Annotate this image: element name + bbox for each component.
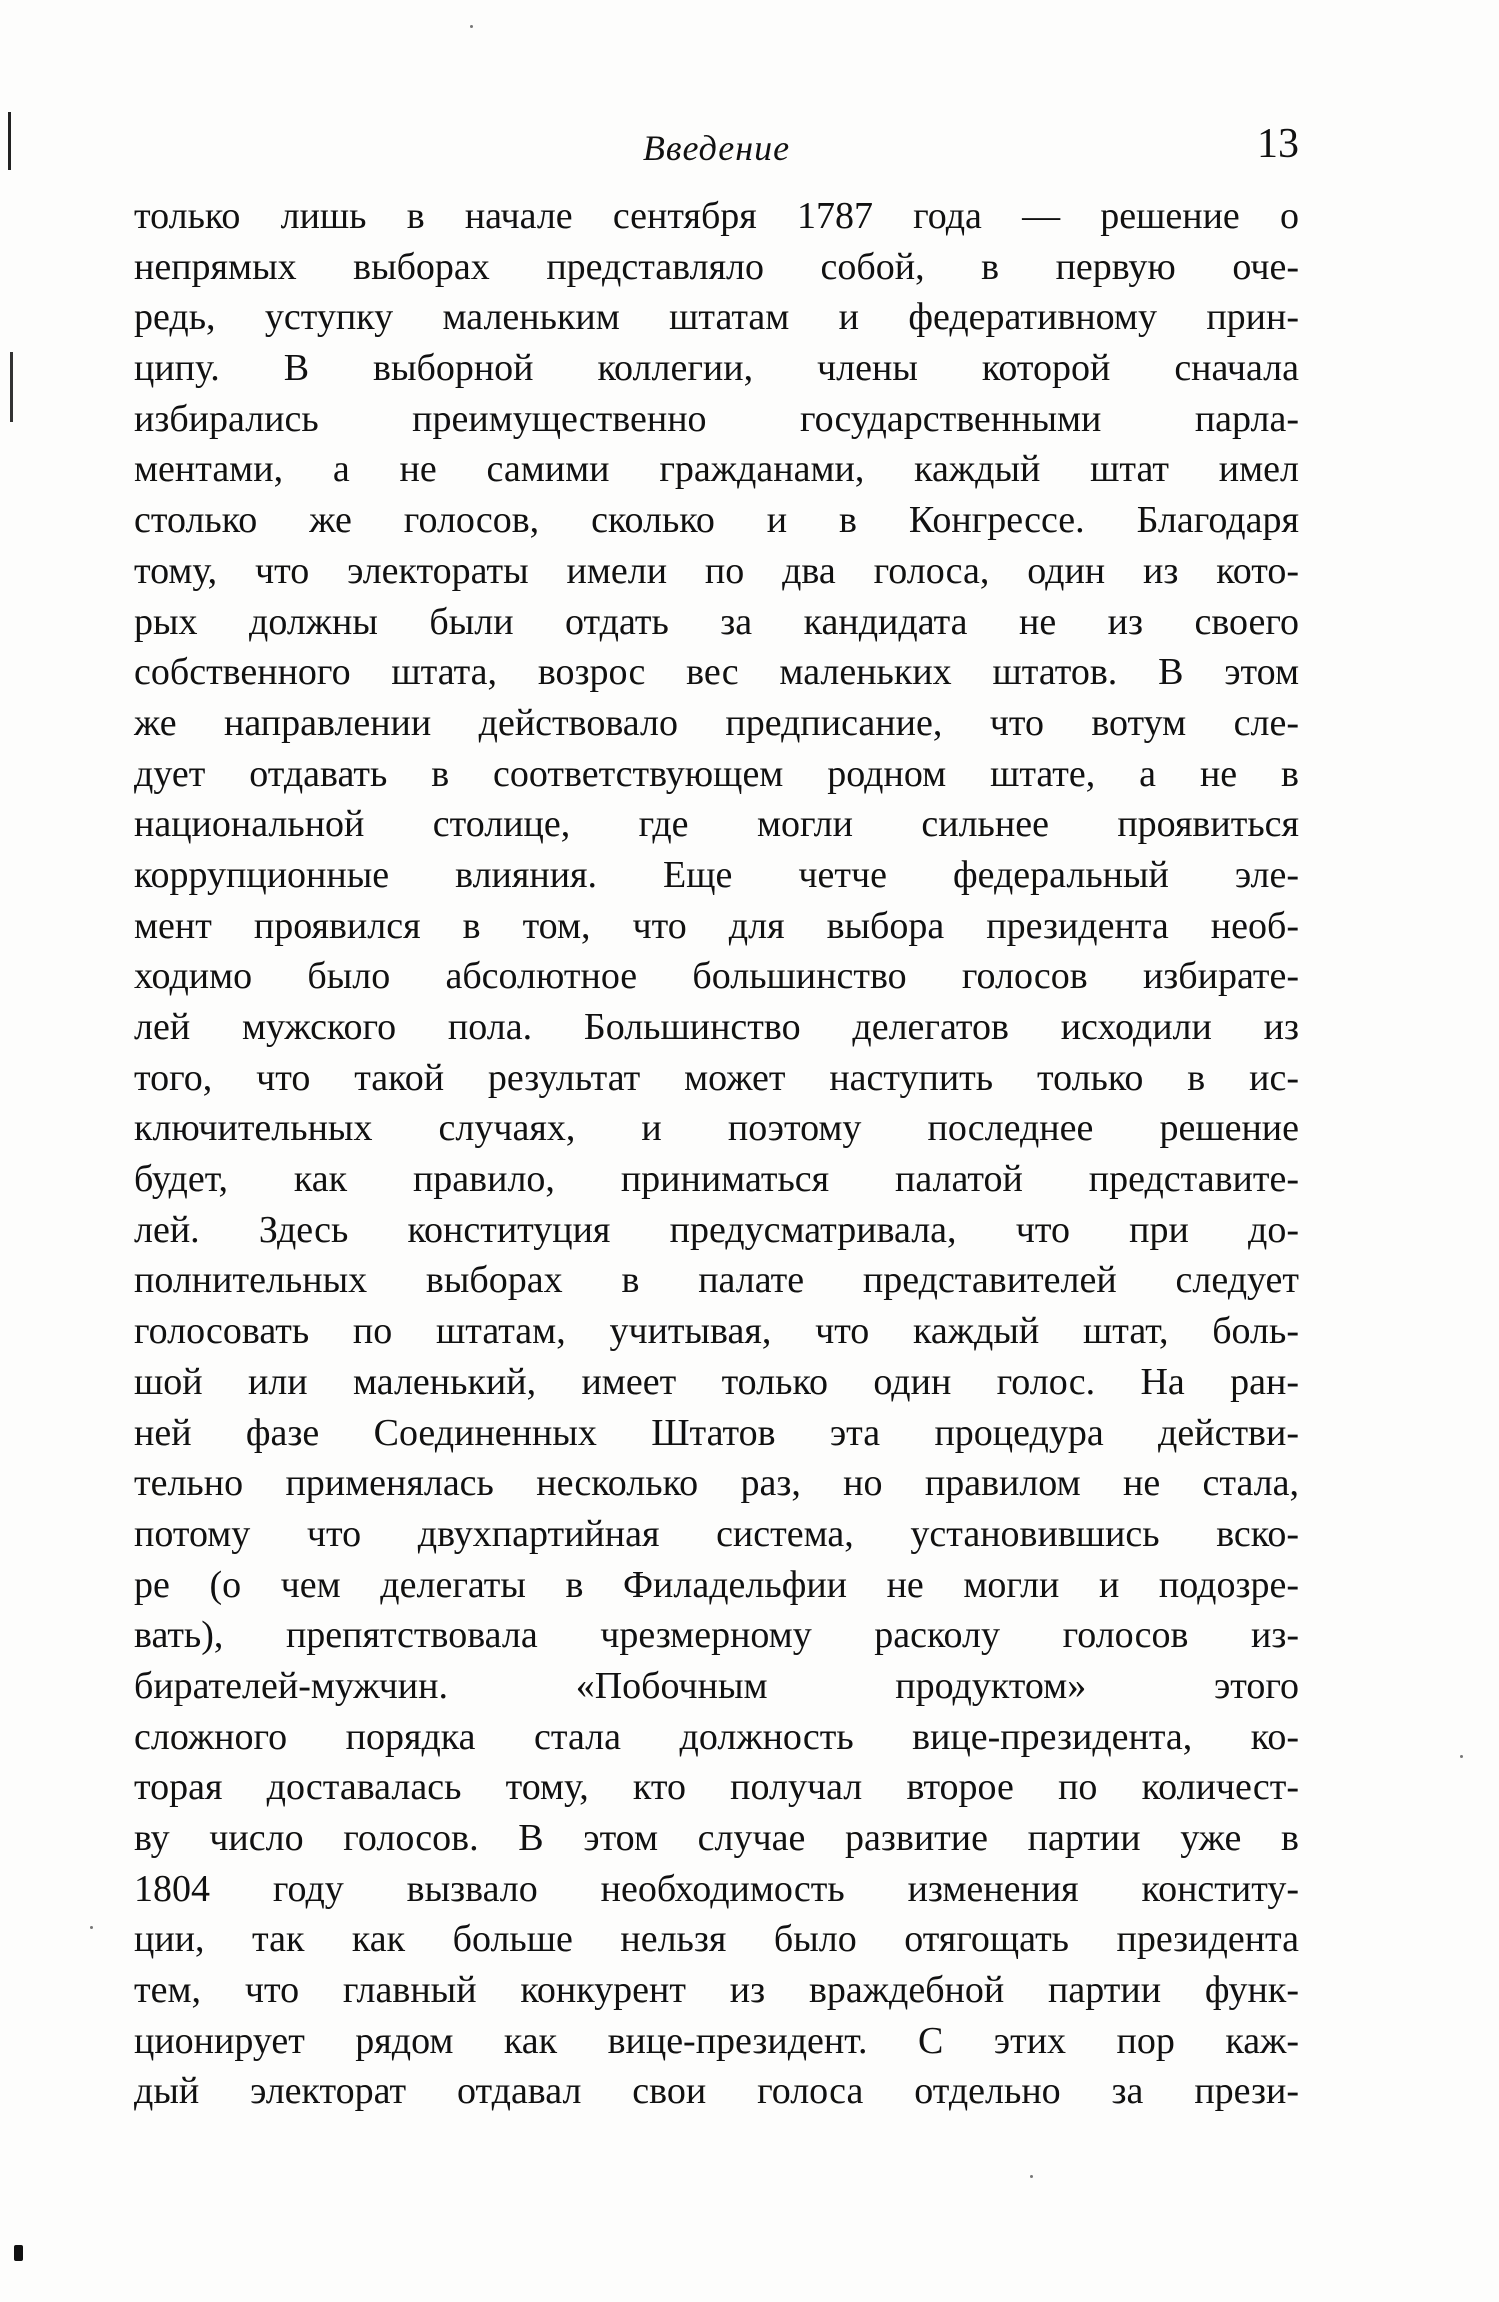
scan-speck <box>1460 1755 1463 1758</box>
chapter-title: Введение <box>642 128 791 168</box>
text-line: непрямых выборах представляло собой, в первую оче- <box>134 245 1299 288</box>
text-line: будет, как правило, приниматься палатой представите- <box>134 1158 1299 1201</box>
text-line: ципу. В выборной коллегии, члены которой сначала <box>134 347 1299 390</box>
text-line: голосовать по штатам, учитывая, что каждый штат, боль- <box>134 1310 1299 1353</box>
text-line: ционирует рядом как вице-президент. С этих пор каж- <box>134 2019 1299 2062</box>
text-line: национальной столице, где могли сильнее проявиться <box>134 803 1299 846</box>
text-line: полнительных выборах в палате представителей следует <box>134 1259 1299 1302</box>
scan-speck <box>470 25 473 28</box>
text-line: дует отдавать в соответствующем родном штате, а не в <box>134 752 1299 795</box>
scan-edge-mark <box>8 112 11 170</box>
text-line: ментами, а не самими гражданами, каждый штат имел <box>134 448 1299 491</box>
running-head <box>134 118 1299 178</box>
text-line: же направлении действовало предписание, что вотум сле- <box>134 701 1299 744</box>
text-line: избирались преимущественно государственными парла- <box>134 397 1299 440</box>
text-line: ней фазе Соединенных Штатов эта процедура действи- <box>134 1411 1299 1454</box>
text-line: ву число голосов. В этом случае развитие партии уже в <box>134 1817 1299 1859</box>
scan-edge-mark <box>10 352 13 422</box>
text-line: коррупционные влияния. Еще четче федеральный эле- <box>134 853 1299 896</box>
text-line: сложного порядка стала должность вице-президента, ко- <box>134 1715 1299 1758</box>
text-line: ходимо было абсолютное большинство голосов избирате- <box>134 955 1299 998</box>
text-line: шой или маленький, имеет только один голос. На ран- <box>134 1360 1299 1403</box>
text-line: ции, так как больше нельзя было отягощать президента <box>134 1918 1299 1961</box>
page-number: 13 <box>1257 121 1299 167</box>
text-line: тем, что главный конкурент из враждебной партии функ- <box>134 1969 1299 2012</box>
text-line: торая доставалась тому, кто получал второе по количест- <box>134 1766 1299 1809</box>
text-line: тому, что электораты имели по два голоса, один из кото- <box>134 549 1299 592</box>
text-line: редь, уступку маленьким штатам и федеративному прин- <box>134 296 1299 339</box>
text-line: собственного штата, возрос вес маленьких штатов. В этом <box>134 651 1299 694</box>
text-line: столько же голосов, сколько и в Конгрессе. Благодаря <box>134 499 1299 542</box>
text-line: лей мужского пола. Большинство делегатов исходили из <box>134 1006 1299 1048</box>
body-text <box>134 191 1299 2117</box>
scan-speck <box>90 1926 93 1929</box>
text-line: ключительных случаях, и поэтому последнее решение <box>134 1107 1299 1150</box>
text-line: только лишь в начале сентября 1787 года — решение о <box>134 195 1299 237</box>
text-line: потому что двухпартийная система, установившись вско- <box>134 1512 1299 1555</box>
text-line: тельно применялась несколько раз, но правилом не стала, <box>134 1462 1299 1505</box>
text-line: того, что такой результат может наступить только в ис- <box>134 1056 1299 1099</box>
text-line: мент проявился в том, что для выбора президента необ- <box>134 904 1299 947</box>
text-line: ре (о чем делегаты в Филадельфии не могли и подозре- <box>134 1563 1299 1606</box>
text-line: рых должны были отдать за кандидата не из своего <box>134 600 1299 643</box>
scan-speck <box>1030 2175 1033 2178</box>
text-line: лей. Здесь конституция предусматривала, что при до- <box>134 1208 1299 1251</box>
text-line: вать), препятствовала чрезмерному расколу голосов из- <box>134 1614 1299 1657</box>
text-line: 1804 году вызвало необходимость изменения конститу- <box>134 1867 1299 1910</box>
text-line: бирателей-мужчин. «Побочным продуктом» этого <box>134 1664 1299 1707</box>
scan-edge-mark <box>14 2245 23 2261</box>
text-line: дый электорат отдавал свои голоса отдельно за прези- <box>134 2070 1299 2113</box>
